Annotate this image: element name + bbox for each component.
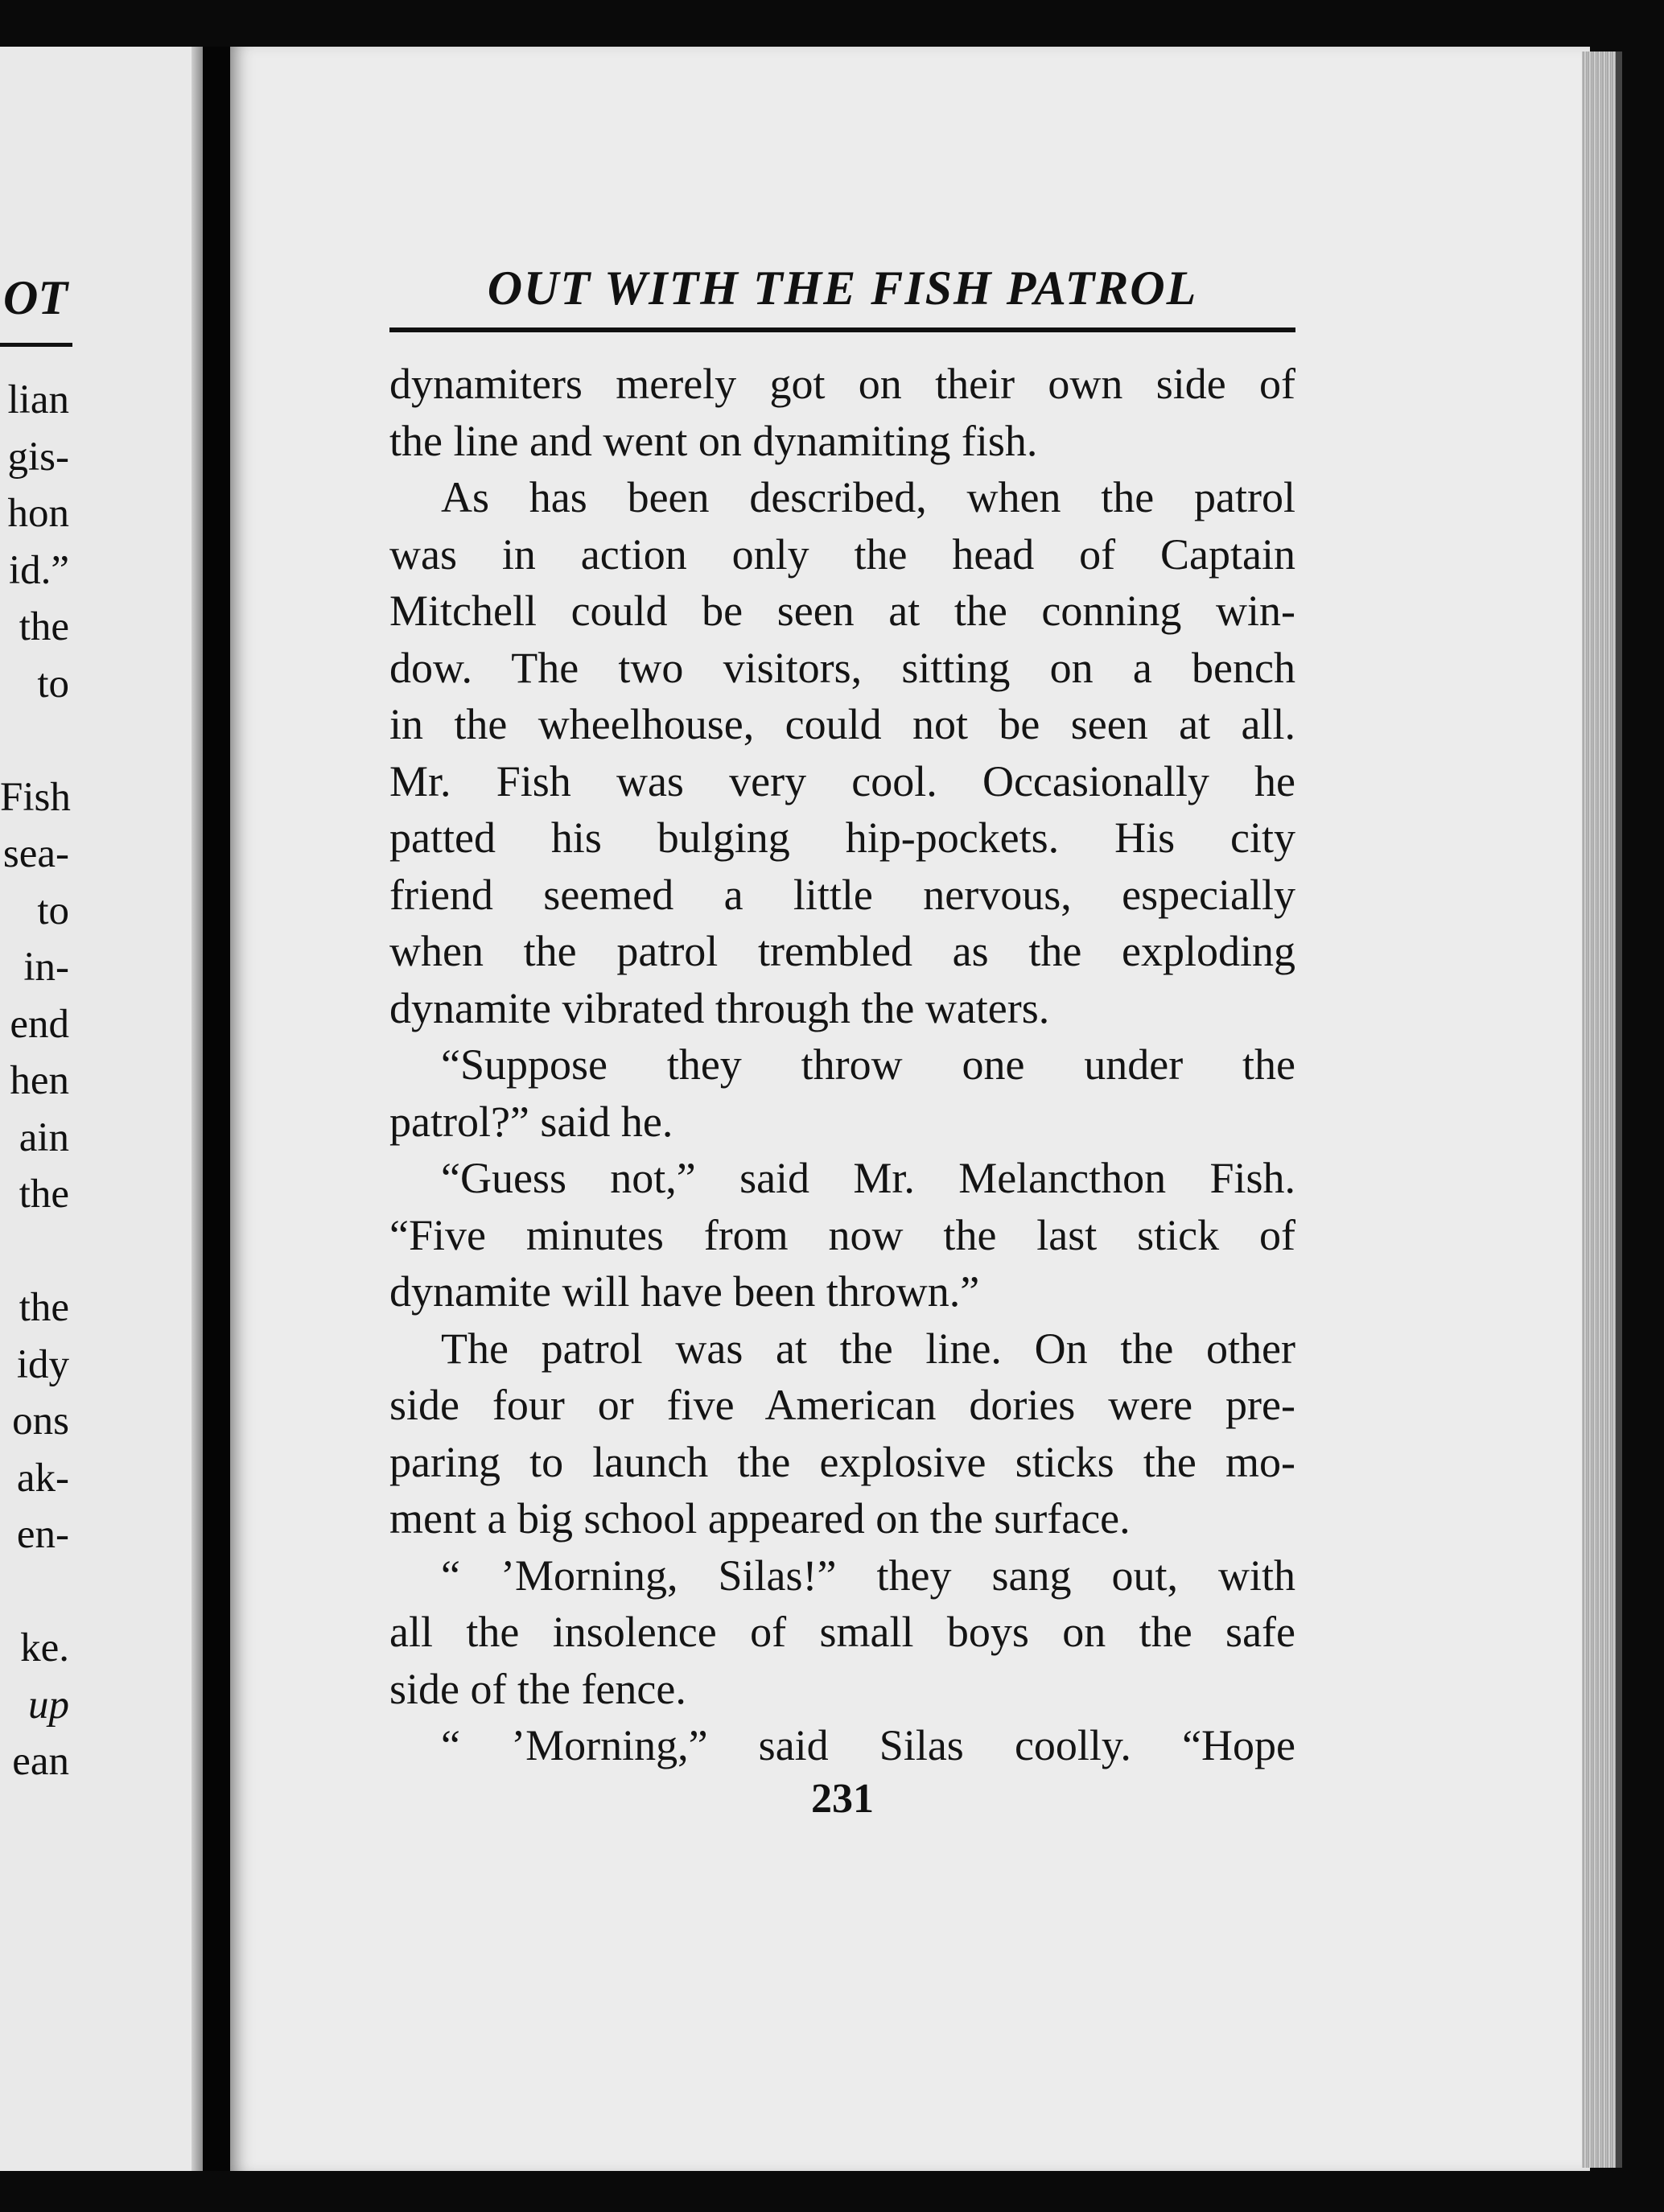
left-line: lian [7, 377, 69, 422]
left-line: end [10, 1001, 69, 1047]
left-line: up [28, 1682, 69, 1728]
text-line: when the patrol trembled as the exploding [389, 927, 1295, 975]
running-head-rule [389, 327, 1295, 332]
text-line: dynamiters merely got on their own side of [389, 360, 1295, 408]
page-edges [1582, 51, 1616, 2168]
left-line: the [19, 604, 69, 649]
text-line: dynamite vibrated through the waters. [389, 983, 1050, 1032]
left-page-rule [0, 343, 72, 347]
left-line: in- [23, 945, 69, 990]
running-head: OUT WITH THE FISH PATROL [487, 262, 1198, 315]
left-line: gis- [7, 434, 69, 480]
page-edges-shadow [1616, 51, 1622, 2168]
text-line: was in action only the head of Captain [389, 529, 1295, 579]
left-line: ean [12, 1739, 69, 1784]
left-line: the [19, 1285, 69, 1330]
text-line: all the insolence of small boys on the safe [389, 1608, 1295, 1656]
text-line: dynamite will have been thrown.” [389, 1267, 980, 1316]
text-line: side of the fence. [389, 1664, 686, 1713]
left-line [0, 712, 69, 769]
left-line: ke. [20, 1625, 69, 1670]
text-line: in the wheelhouse, could not be seen at all. [389, 700, 1295, 748]
left-line: the [19, 1172, 69, 1217]
book-binding [203, 47, 230, 2171]
page-number: 231 [811, 1776, 874, 1822]
text-line: paring to launch the explosive sticks the mo- [389, 1437, 1295, 1486]
body-text [389, 356, 1295, 1774]
text-line: “Guess not,” said Mr. Melancthon Fish. [441, 1154, 1295, 1202]
text-line: dow. The two visitors, sitting on a bench [389, 643, 1295, 692]
text-line: patted his bulging hip-pockets. His city [389, 814, 1295, 862]
left-page-heading-fragment: OT [3, 271, 68, 324]
left-line: en- [16, 1512, 69, 1557]
text-line: “ ’Morning, Silas!” they sang out, with [441, 1551, 1295, 1600]
left-line [0, 1223, 69, 1280]
text-line: side four or five American dories were pre- [389, 1381, 1295, 1429]
left-line [0, 1563, 69, 1621]
text-line: Mr. Fish was very cool. Occasionally he [389, 756, 1295, 805]
text-line: the line and went on dynamiting fish. [389, 416, 1038, 465]
left-line: to [37, 661, 69, 706]
left-line: idy [16, 1341, 69, 1387]
text-line: Mitchell could be seen at the conning win- [389, 587, 1295, 635]
left-page-text-fragments [0, 372, 69, 1790]
left-line: sea- [2, 831, 69, 876]
text-line: “Suppose they throw one under the [441, 1040, 1295, 1089]
left-line: hon [7, 491, 69, 536]
left-line: id.” [8, 547, 69, 593]
left-line: ons [12, 1398, 69, 1444]
text-line: “ ’Morning,” said Silas coolly. “Hope [441, 1721, 1295, 1769]
text-line: friend seemed a little nervous, especially [389, 870, 1295, 919]
left-line: to [37, 888, 69, 933]
text-line: patrol?” said he. [389, 1097, 673, 1146]
left-line: ak- [16, 1455, 69, 1501]
text-line: As has been described, when the patrol [441, 473, 1295, 521]
left-gutter-shadow [192, 47, 203, 2171]
text-line: ment a big school appeared on the surface. [389, 1494, 1131, 1543]
left-line: Fish [0, 774, 71, 820]
left-line: ain [19, 1114, 69, 1160]
left-line: hen [10, 1058, 69, 1103]
text-line: The patrol was at the line. On the other [441, 1324, 1295, 1373]
text-line: “Five minutes from now the last stick of [389, 1210, 1295, 1259]
